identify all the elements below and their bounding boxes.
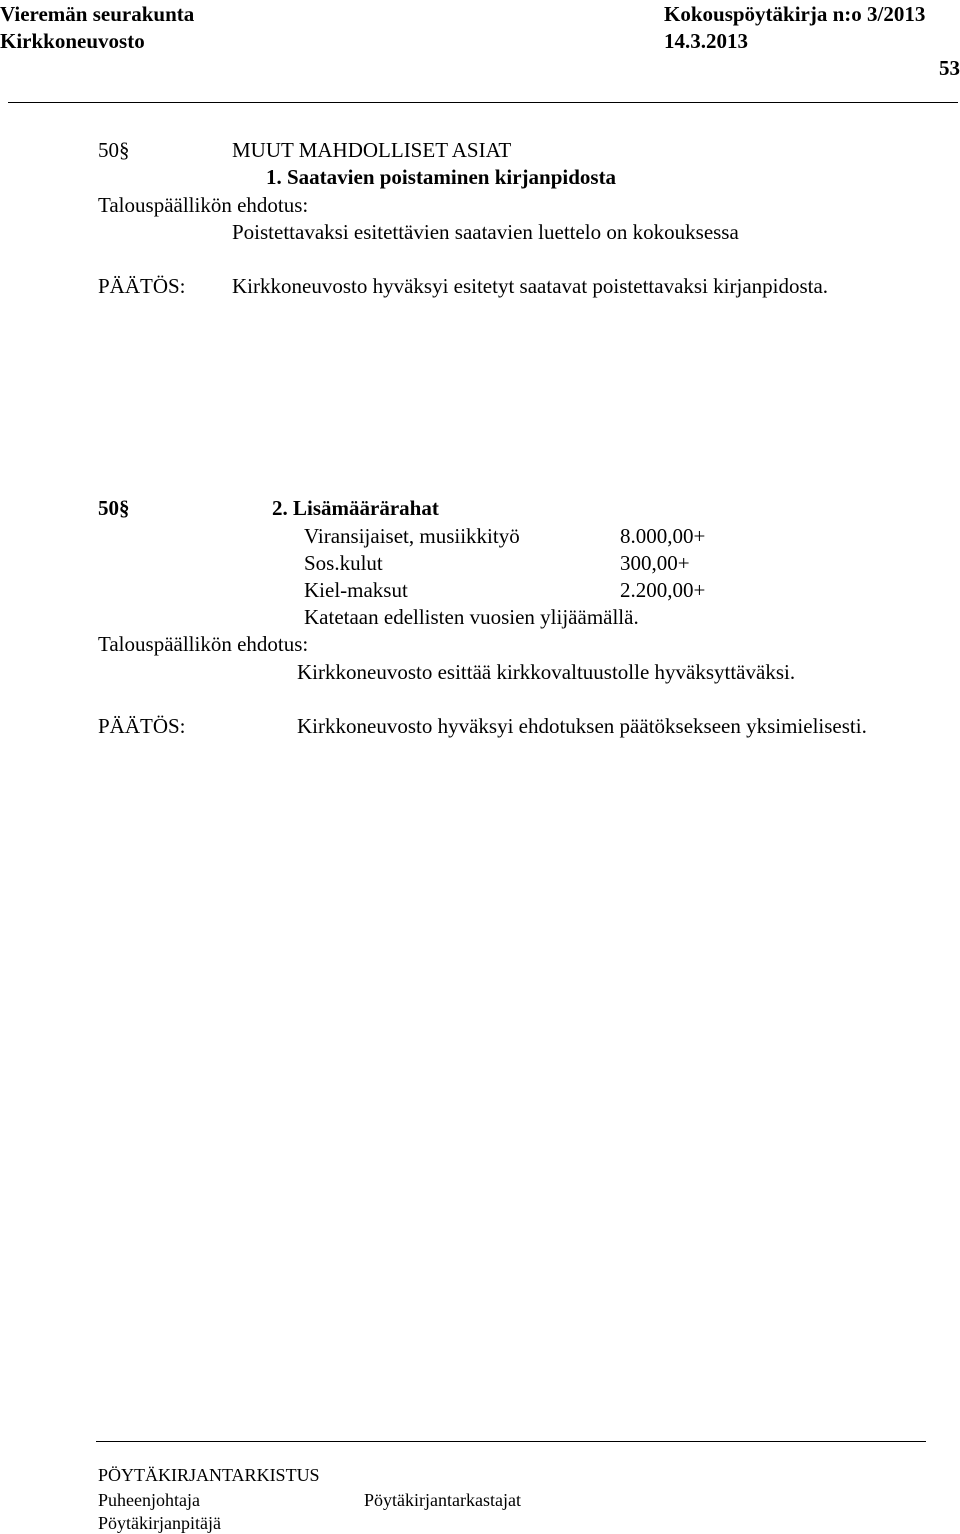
budget-item-amount: 8.000,00+ [620,524,706,548]
section2-proposal-label: Talouspäällikön ehdotus: [98,632,309,656]
footer-chair-label: Puheenjohtaja [98,1490,200,1510]
section1-proposal-label: Talouspäällikön ehdotus: [98,193,309,217]
header-divider [8,102,958,103]
section1-subheading: 1. Saatavien poistaminen kirjanpidosta [266,165,617,189]
organization-name: Vieremän seurakunta [0,2,195,26]
section1-decision-text: Kirkkoneuvosto hyväksyi esitetyt saatavat poistettavaksi kirjanpidosta. [232,274,829,298]
page-number: 53 [939,56,960,80]
section1-number: 50§ [98,138,130,162]
footer-checkers-label: Pöytäkirjantarkastajat [364,1490,521,1510]
section2-proposal-text: Kirkkoneuvosto esittää kirkkovaltuustolle hyväksyttäväksi. [297,660,796,684]
section1-decision-label: PÄÄTÖS: [98,274,186,298]
footer-title: PÖYTÄKIRJANTARKISTUS [98,1465,320,1485]
budget-item-label: Sos.kulut [304,551,383,575]
footer-divider [96,1441,926,1442]
section2-heading: 2. Lisämäärärahat [272,496,439,520]
budget-item-amount: 2.200,00+ [620,578,706,602]
meeting-date: 14.3.2013 [664,29,748,53]
budget-item-label: Kiel-maksut [304,578,408,602]
section2-note: Katetaan edellisten vuosien ylijäämällä. [304,605,639,629]
section2-number: 50§ [98,496,130,520]
budget-item-amount: 300,00+ [620,551,690,575]
section1-heading: MUUT MAHDOLLISET ASIAT [232,138,512,162]
section1-proposal-text: Poistettavaksi esitettävien saatavien luettelo on kokouksessa [232,220,739,244]
budget-item-label: Viransijaiset, musiikkityö [304,524,520,548]
section2-decision-text: Kirkkoneuvosto hyväksyi ehdotuksen päätöksekseen yksimielisesti. [297,714,867,738]
section2-decision-label: PÄÄTÖS: [98,714,186,738]
footer-secretary-label: Pöytäkirjanpitäjä [98,1513,221,1533]
meeting-body: Kirkkoneuvosto [0,29,145,53]
document-title: Kokouspöytäkirja n:o 3/2013 [664,2,926,26]
